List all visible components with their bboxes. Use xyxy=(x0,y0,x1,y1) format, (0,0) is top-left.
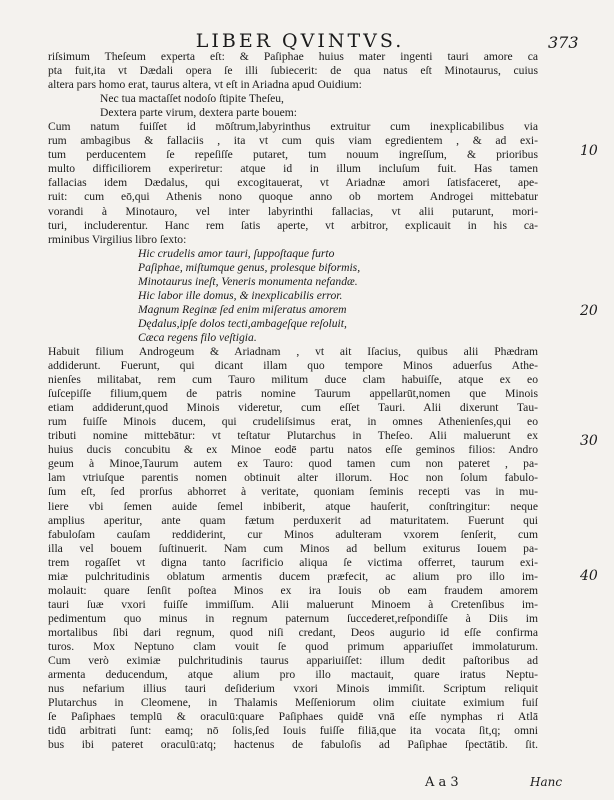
text-line: tidū arbitrati ſunt: eamq; nō ſolis,ſed Iouis fuiſſe filiā,que ita vocata ſit,q; omni xyxy=(48,724,538,738)
text-block xyxy=(48,50,538,752)
text-line: Hic labor ille domus, & inexplicabilis error. xyxy=(138,288,343,302)
margin-line-number: 10 xyxy=(580,143,598,159)
text-line: huius ducis concubitu & ex Minoe eodē partu natos eſſe geminos filios: Andro xyxy=(48,443,538,457)
text-line: Hic crudelis amor tauri, ſuppoſtaque furto xyxy=(138,246,335,260)
text-line: ſum eſt, ſed prorſus abhorret à veritate, quoniam ſeminis recepti vas in mu- xyxy=(48,485,538,499)
text-line: Habuit filium Androgeum & Ariadnam , vt ait Iſacius, quibus alii Phædram xyxy=(48,344,538,358)
text-line: molauit: quare ſenſit poſtea Minos ex ira Iouis ob eam fraudem amorem xyxy=(48,583,538,597)
text-line: ſuſcepiſſe filium,quem de patris nomine Taurum appellarūt,nomen que Minois xyxy=(48,387,538,401)
text-line: liere vbi ſemen auide ſemel inbiberit, atque hauſerit, conſtringitur: neque xyxy=(48,499,538,513)
text-line: Minotaurus ineſt, Veneris monumenta nefandæ. xyxy=(138,274,358,288)
text-line: ruit: cum eō,qui Athenis nono quoque anno ob mortem Androgei mittebatur xyxy=(48,190,538,204)
text-line: Cum natum fuiſſet id mōſtrum,labyrinthus extruitur cum inexplicabilibus via xyxy=(48,120,538,134)
text-line: Magnum Reginæ ſed enim miſeratus amorem xyxy=(138,302,347,316)
text-line: fallacias idem Dædalus, qui excogitauerat, vt Ariadnæ amori ſatisfaceret, ape- xyxy=(48,176,538,190)
text-line: riſsimum Theſeum experta eſt: & Paſiphae huius mater ingenti tauri amore ca xyxy=(48,50,538,63)
text-line: rminibus Virgilius libro ſexto: xyxy=(48,232,187,246)
text-line: Cæca regens filo veſtigia. xyxy=(138,330,257,344)
margin-line-number: 30 xyxy=(580,433,598,449)
text-line: rum fuiſſe Minois ducem, qui crudeliſsimus erat, in omnes Athenienſes,qui eo xyxy=(48,415,538,429)
text-line: Nec tua mactaſſet nodoſo ſtipite Theſeu, xyxy=(100,92,284,106)
text-line: tauri ſuæ vxori fuiſſe immiſſum. Alii maluerunt Minoem à Cretenſibus im- xyxy=(48,597,538,611)
text-line: miæ pulchritudinis oblatum armentis ducem præfecit, ac alium pro illo im- xyxy=(48,569,538,583)
running-title: LIBER QVINTVS. xyxy=(195,30,405,52)
catchword: Hanc xyxy=(530,775,563,789)
text-line: armenta deducendum, atque alium pro illo mactauit, quare iratus Neptu- xyxy=(48,668,538,682)
text-line: amplius aperitur, ante quam fætum perduxerit ad maturitatem. Fuerunt qui xyxy=(48,513,538,527)
text-line: Plutarchus in Cleomene, in Thalamis Meſſeniorum olim ciuitate eximium fuiſ xyxy=(48,696,538,710)
text-line: etiam addiderunt,quod Minois videretur, cum eſſet Tauri. Alii dixerunt Tau- xyxy=(48,401,538,415)
text-line: tributi nomine mittebātur: vt teſtatur Plutarchus in Theſeo. Alii maluerunt ex xyxy=(48,429,538,443)
text-line: Dędalus,ipſe dolos tecti,ambageſque reſoluit, xyxy=(138,316,347,330)
margin-line-number: 20 xyxy=(580,303,598,319)
signature-mark: A a 3 xyxy=(425,775,459,790)
text-line: lam vtriuſque parentis nomen obtinuit alter illorum. Hoc non ſolum fabulo- xyxy=(48,471,538,485)
text-line: nienſes militabat, rem cum Tauro militum duce clam habuiſſe, atque ex eo xyxy=(48,373,538,387)
text-line: nus nefarium illius tauri deſiderium vxori Minois immiſit. Scriptum reliquit xyxy=(48,682,538,696)
text-line: altera pars homo erat, taurus altera, vt eſt in Ariadna apud Ouidium: xyxy=(48,78,362,92)
text-line: addiderunt. Fuerunt, qui dicant illam quo tempore Minos aduerſus Athe- xyxy=(48,359,538,373)
text-line: pedimentum quo minus in regnum paternum ſuccederet,reſpondiſſe à Diis im xyxy=(48,611,538,625)
text-line: multo difficiliorem experiretur: atque id in illum incluſum fuit. Has tamen xyxy=(48,162,538,176)
text-line: geum à Minoe,Taurum autem ex Tauro: quod tamen cum non pateret , pa- xyxy=(48,457,538,471)
margin-line-number: 40 xyxy=(580,568,598,584)
text-line: Dextera parte virum, dextera parte bouem: xyxy=(100,106,298,120)
text-line: pta fuit,ita vt Dædali opera ſe illi ſubiecerit: de qua natus eſt Minotaurus, cuius xyxy=(48,64,538,78)
text-line: Paſiphae, miſtumque genus, prolesque biformis, xyxy=(138,260,361,274)
text-line: bus ibi pateret oraculū:atq; hactenus de fabuloſis ad Paſiphae ſpectātib. ſit. xyxy=(48,738,538,752)
text-line: mortalibus ſibi dari regnum, quod niſi credant, Deos augurio id eſſe confirma xyxy=(48,625,538,639)
text-line: fabuloſam cauſam reddiderint, cur Minos adulteram vxorem ſenſerit, cum xyxy=(48,527,538,541)
text-line: trem rogaſſet vt digna tanto ſacrificio aliqua ſe victima offerret, taurum exi- xyxy=(48,555,538,569)
text-line: tum perducentem ſe repeſiſſe putaret, tum nouum ingreſſum, & prioribus xyxy=(48,148,538,162)
text-line: turos. Mox Neptuno clam vouit ſe quod primum appariuſſet immolaturum. xyxy=(48,639,538,653)
text-line: Cum verò eximiæ pulchritudinis taurus appariuiſſet: illum dedit paſtoribus ad xyxy=(48,654,538,668)
text-line: vorandi à Minotauro, vel inter labyrinthi fallacias, vt alii putarunt, mori- xyxy=(48,204,538,218)
page-number: 373 xyxy=(548,33,579,52)
text-line: ſe Paſiphaes templū & oraculū:quare Paſiphaes quidē vnā eſſe nymphas ri Atlā xyxy=(48,710,538,724)
text-line: illa vel bouem ſuſtinuerit. Nam cum Minos ad bellum exiturus Iouem pa- xyxy=(48,541,538,555)
text-line: turi, includerentur. Hanc rem ſatis aperte, vt arbitror, explicauit in his ca- xyxy=(48,218,538,232)
text-line: rum ambagibus & fallaciis , ita vt cum quis viam egredientem , & ad exi- xyxy=(48,134,538,148)
